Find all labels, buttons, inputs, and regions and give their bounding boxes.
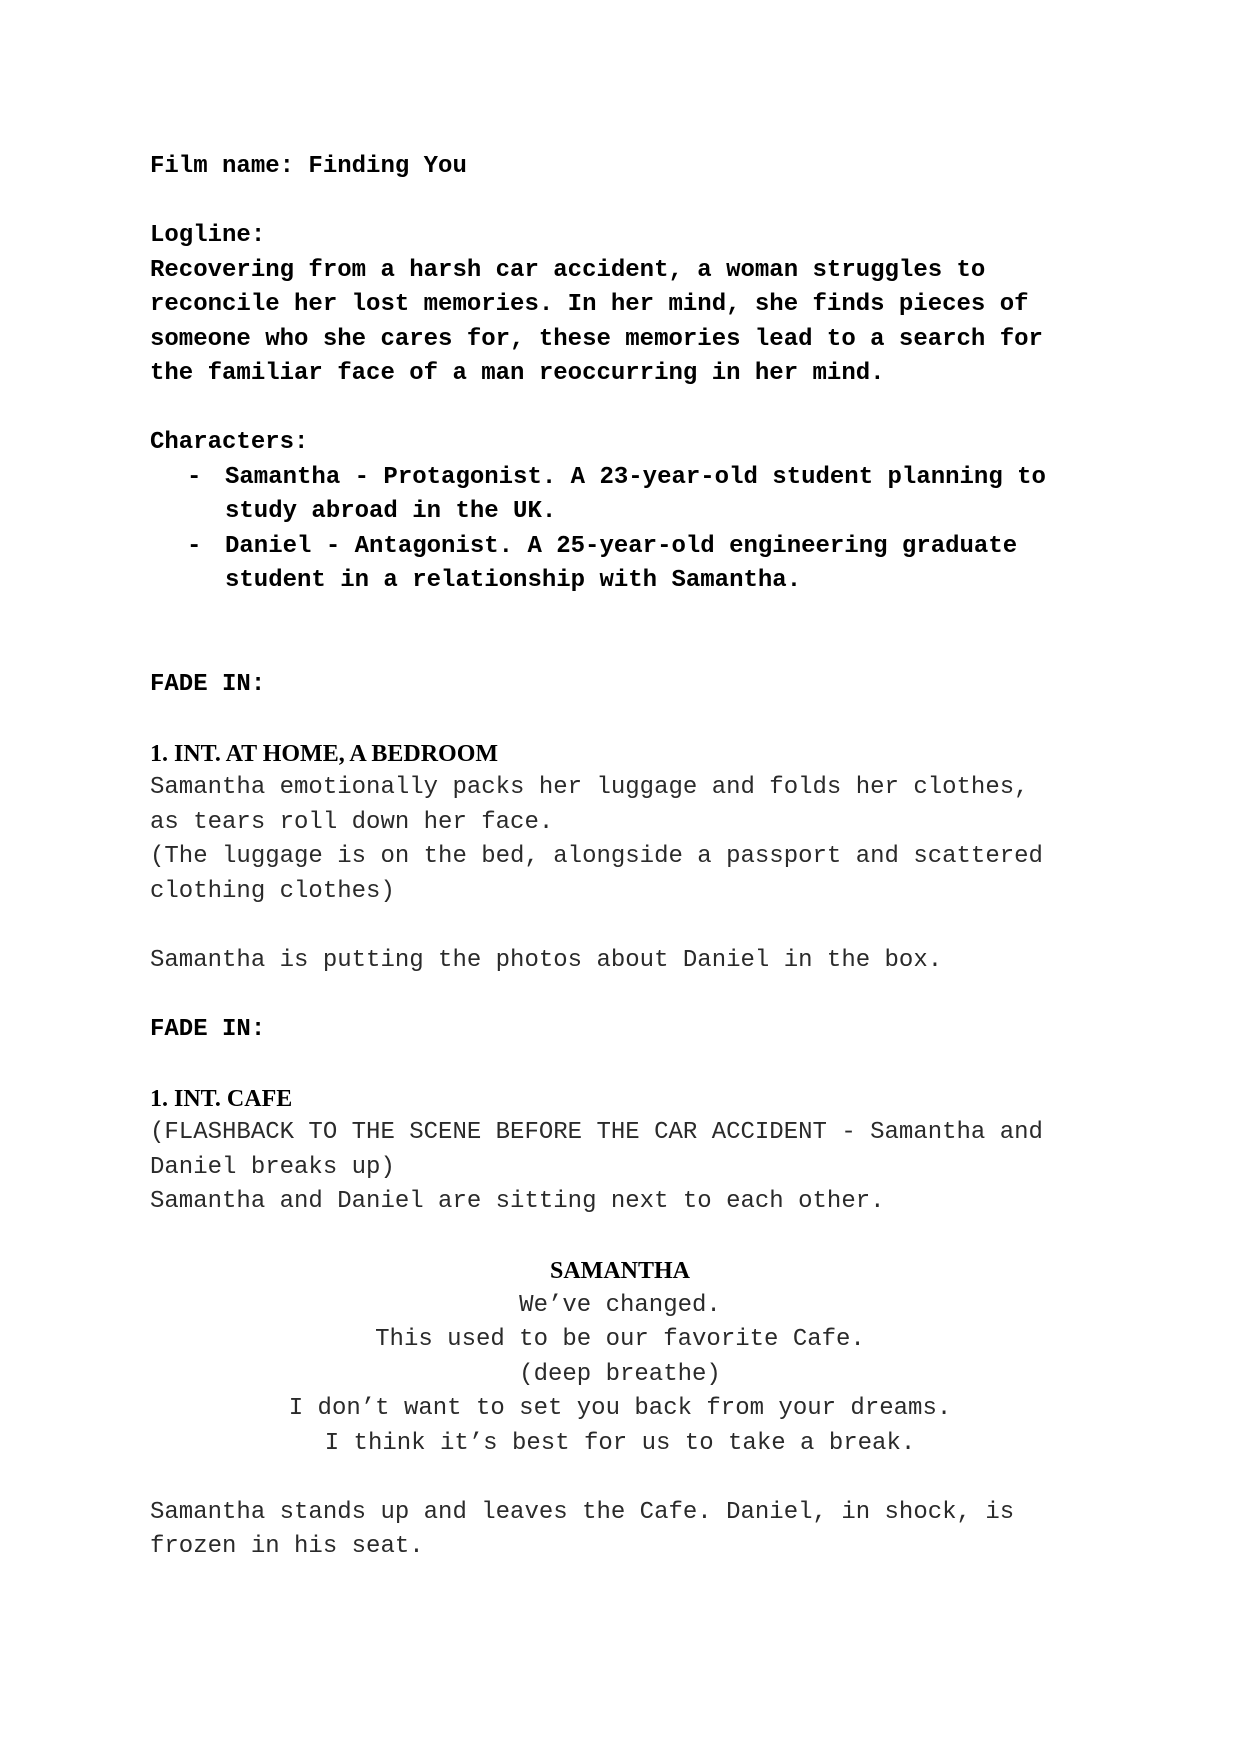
list-dash: - bbox=[187, 463, 202, 491]
spacer bbox=[150, 978, 1090, 1013]
action-line: Samantha is putting the photos about Daniel in the box. bbox=[150, 946, 943, 974]
character-item-samantha bbox=[150, 461, 1090, 530]
character-desc-line: student in a relationship with Samantha. bbox=[225, 567, 802, 594]
spacer bbox=[150, 392, 1090, 427]
list-dash: - bbox=[187, 532, 202, 560]
dialogue-line: We’ve changed. bbox=[519, 1291, 721, 1319]
scene-heading: 1. INT. AT HOME, A BEDROOM bbox=[150, 740, 499, 767]
spacer bbox=[150, 702, 1090, 737]
character-desc-line: Daniel - Antagonist. A 25-year-old engineering graduate bbox=[225, 532, 1018, 560]
character-desc-line: Samantha - Protagonist. A 23-year-old student planning to bbox=[225, 463, 1046, 491]
action-line: frozen in his seat. bbox=[150, 1533, 424, 1560]
logline-line: Recovering from a harsh car accident, a woman struggles to bbox=[150, 256, 986, 284]
action-line: (FLASHBACK TO THE SCENE BEFORE THE CAR ACCIDENT - Samantha and bbox=[150, 1119, 1043, 1146]
character-desc-line: study abroad in the UK. bbox=[225, 498, 557, 525]
spacer bbox=[150, 1461, 1090, 1496]
dialogue-line: I think it’s best for us to take a break. bbox=[324, 1429, 916, 1457]
action-line: Samantha and Daniel are sitting next to each other. bbox=[150, 1188, 885, 1215]
action-line: Daniel breaks up) bbox=[150, 1153, 395, 1181]
dialogue-line: This used to be our favorite Cafe. bbox=[375, 1326, 865, 1353]
logline-line: someone who she cares for, these memories lead to a search for bbox=[150, 325, 1043, 353]
fade-in-transition: FADE IN: bbox=[150, 1015, 266, 1043]
character-item-daniel bbox=[150, 530, 1090, 599]
characters-list bbox=[150, 461, 1090, 599]
fade-in-transition: FADE IN: bbox=[150, 670, 266, 698]
scene-heading: 1. INT. CAFE bbox=[150, 1085, 293, 1112]
dialogue-line: I don’t want to set you back from your dreams. bbox=[288, 1395, 952, 1422]
action-line: as tears roll down her face. bbox=[150, 808, 554, 836]
screenplay-page bbox=[150, 150, 1090, 1565]
spacer bbox=[150, 909, 1090, 944]
spacer bbox=[150, 1047, 1090, 1082]
action-line: Samantha stands up and leaves the Cafe. Daniel, in shock, is bbox=[150, 1498, 1015, 1526]
action-line: clothing clothes) bbox=[150, 877, 395, 905]
spacer bbox=[150, 633, 1090, 668]
dialogue-character-name: SAMANTHA bbox=[549, 1258, 690, 1284]
spacer bbox=[150, 185, 1090, 220]
logline-line: the familiar face of a man reoccurring in her mind. bbox=[150, 360, 885, 387]
characters-label: Characters: bbox=[150, 429, 309, 456]
logline-label: Logline: bbox=[150, 222, 266, 249]
logline-line: reconcile her lost memories. In her mind, she finds pieces of bbox=[150, 291, 1029, 318]
spacer bbox=[150, 1220, 1090, 1255]
action-line: (The luggage is on the bed, alongside a passport and scattered bbox=[150, 843, 1043, 870]
film-name: Film name: Finding You bbox=[150, 153, 467, 180]
dialogue-parenthetical: (deep breathe) bbox=[519, 1360, 721, 1388]
spacer bbox=[150, 599, 1090, 634]
action-line: Samantha emotionally packs her luggage and folds her clothes, bbox=[150, 774, 1029, 801]
